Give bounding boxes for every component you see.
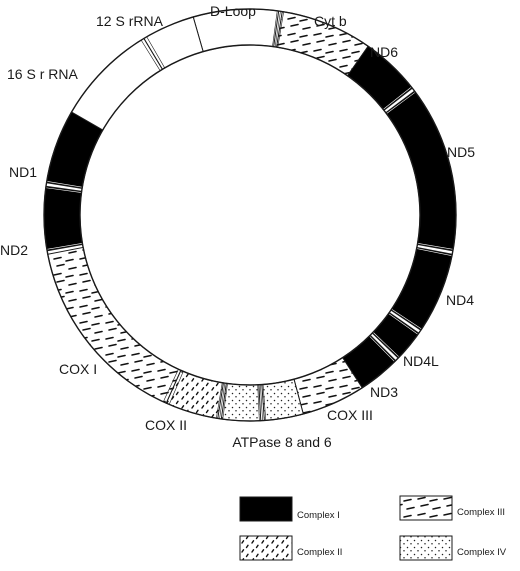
- segment-atpase-6: [221, 383, 260, 421]
- label-atpase-8-and-6: ATPase 8 and 6: [232, 434, 332, 450]
- genome-ring: [44, 9, 456, 421]
- label-nd5: ND5: [447, 144, 476, 160]
- label-nd2: ND2: [0, 242, 29, 258]
- legend-label-complex4: Complex IV: [457, 547, 507, 558]
- label-cox-i: COX I: [59, 361, 98, 377]
- legend-swatch-complex3: [400, 496, 452, 520]
- label-cyt-b: Cyt b: [314, 13, 347, 29]
- label-nd3: ND3: [370, 384, 399, 400]
- label-nd4: ND4: [446, 292, 475, 308]
- label-nd4l: ND4L: [403, 353, 439, 369]
- segment-nd2: [44, 186, 83, 250]
- label-cox-iii: COX III: [327, 407, 373, 423]
- label-12s-rrna: 12 S rRNA: [96, 13, 163, 29]
- legend: [240, 496, 507, 560]
- legend-label-complex2: Complex II: [297, 547, 343, 558]
- label-nd1: ND1: [9, 164, 38, 180]
- legend-swatch-complex1: [240, 497, 292, 521]
- segment-cox-i: [48, 247, 181, 403]
- segment-nd5: [386, 91, 456, 251]
- label-cox-ii: COX II: [145, 417, 188, 433]
- legend-label-complex3: Complex III: [457, 507, 506, 518]
- label-16s-rrna: 16 S r RNA: [7, 66, 78, 82]
- label-nd6: ND6: [370, 44, 399, 60]
- label-d-loop: D-Loop: [210, 3, 256, 19]
- ring-inner-outline: [80, 45, 420, 385]
- legend-swatch-complex2: [240, 536, 292, 560]
- legend-label-complex1: Complex I: [297, 510, 340, 521]
- legend-swatch-complex4: [400, 536, 452, 560]
